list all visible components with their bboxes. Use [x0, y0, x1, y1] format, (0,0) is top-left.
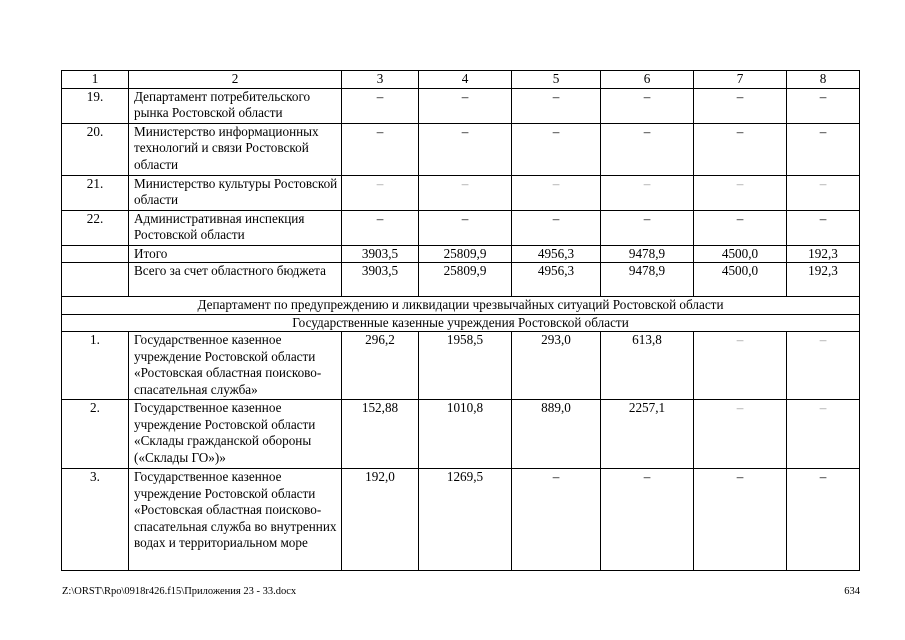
- value-cell: –: [787, 332, 860, 400]
- value-cell: –: [787, 210, 860, 245]
- file-path: Z:\ORST\Rpo\0918r426.f15\Приложения 23 - 33.docx: [62, 586, 297, 597]
- value-cell: –: [601, 123, 694, 175]
- value-cell: 1958,5: [419, 332, 512, 400]
- total-row: [62, 263, 860, 297]
- total-value: 4500,0: [694, 263, 787, 297]
- value-cell: –: [787, 123, 860, 175]
- column-number-row: [62, 71, 860, 89]
- organization-name: Государственное казенное учреждение Ростовской области «Склады гражданской обороны («Склады ГО»)»: [129, 400, 342, 469]
- total-value: 192,3: [787, 245, 860, 263]
- row-number: 21.: [62, 175, 129, 210]
- total-value: 25809,9: [419, 245, 512, 263]
- value-cell: –: [512, 175, 601, 210]
- organization-name: Государственное казенное учреждение Ростовской области «Ростовская областная поисково-спасательная служба»: [129, 332, 342, 400]
- organization-name: Департамент потребительского рынка Ростовской области: [129, 88, 342, 123]
- table-row: [62, 469, 860, 571]
- total-value: 4956,3: [512, 245, 601, 263]
- value-cell: –: [787, 469, 860, 571]
- department-heading-row: [62, 297, 860, 315]
- column-number: 6: [601, 71, 694, 89]
- value-cell: –: [694, 123, 787, 175]
- value-cell: –: [342, 88, 419, 123]
- column-number: 5: [512, 71, 601, 89]
- table-row: [62, 123, 860, 175]
- column-number: 4: [419, 71, 512, 89]
- value-cell: –: [694, 332, 787, 400]
- value-cell: –: [694, 175, 787, 210]
- column-number: 1: [62, 71, 129, 89]
- value-cell: –: [512, 88, 601, 123]
- empty-cell: [62, 263, 129, 297]
- empty-cell: [62, 245, 129, 263]
- value-cell: –: [512, 210, 601, 245]
- total-value: 4956,3: [512, 263, 601, 297]
- value-cell: –: [419, 210, 512, 245]
- page-number: 634: [844, 586, 860, 597]
- row-number: 2.: [62, 400, 129, 469]
- value-cell: 2257,1: [601, 400, 694, 469]
- value-cell: –: [787, 175, 860, 210]
- value-cell: –: [694, 88, 787, 123]
- table-row: [62, 88, 860, 123]
- value-cell: –: [419, 88, 512, 123]
- value-cell: –: [787, 400, 860, 469]
- total-value: 4500,0: [694, 245, 787, 263]
- table-body: [62, 71, 860, 571]
- value-cell: –: [601, 175, 694, 210]
- total-value: 192,3: [787, 263, 860, 297]
- value-cell: –: [694, 469, 787, 571]
- value-cell: –: [601, 88, 694, 123]
- department-heading: Департамент по предупреждению и ликвидации чрезвычайных ситуаций Ростовской области: [62, 297, 860, 315]
- total-row: [62, 245, 860, 263]
- total-value: 3903,5: [342, 245, 419, 263]
- column-number: 2: [129, 71, 342, 89]
- column-number: 8: [787, 71, 860, 89]
- value-cell: 613,8: [601, 332, 694, 400]
- table-row: [62, 400, 860, 469]
- total-label: Итого: [129, 245, 342, 263]
- total-value: 9478,9: [601, 245, 694, 263]
- value-cell: –: [342, 123, 419, 175]
- value-cell: –: [512, 123, 601, 175]
- value-cell: –: [342, 175, 419, 210]
- row-number: 1.: [62, 332, 129, 400]
- total-label: Всего за счет областного бюджета: [129, 263, 342, 297]
- organization-name: Административная инспекция Ростовской области: [129, 210, 342, 245]
- value-cell: 293,0: [512, 332, 601, 400]
- value-cell: –: [512, 469, 601, 571]
- value-cell: –: [787, 88, 860, 123]
- total-value: 9478,9: [601, 263, 694, 297]
- organization-name: Министерство информационных технологий и связи Ростовской области: [129, 123, 342, 175]
- organization-name: Министерство культуры Ростовской области: [129, 175, 342, 210]
- value-cell: –: [419, 175, 512, 210]
- value-cell: –: [694, 210, 787, 245]
- budget-table: [61, 70, 860, 571]
- table-row: [62, 175, 860, 210]
- column-number: 3: [342, 71, 419, 89]
- institutions-heading-row: [62, 314, 860, 332]
- row-number: 22.: [62, 210, 129, 245]
- value-cell: –: [694, 400, 787, 469]
- value-cell: 1269,5: [419, 469, 512, 571]
- column-number: 7: [694, 71, 787, 89]
- table-row: [62, 210, 860, 245]
- row-number: 19.: [62, 88, 129, 123]
- value-cell: –: [601, 210, 694, 245]
- table-row: [62, 332, 860, 400]
- value-cell: 192,0: [342, 469, 419, 571]
- total-value: 3903,5: [342, 263, 419, 297]
- value-cell: 1010,8: [419, 400, 512, 469]
- organization-name: Государственное казенное учреждение Ростовской области «Ростовская областная поисково-спасательная служба во внутренних водах и территориальном море: [129, 469, 342, 571]
- value-cell: 889,0: [512, 400, 601, 469]
- value-cell: –: [601, 469, 694, 571]
- total-value: 25809,9: [419, 263, 512, 297]
- value-cell: –: [419, 123, 512, 175]
- row-number: 3.: [62, 469, 129, 571]
- row-number: 20.: [62, 123, 129, 175]
- institutions-heading: Государственные казенные учреждения Ростовской области: [62, 314, 860, 332]
- value-cell: 296,2: [342, 332, 419, 400]
- value-cell: 152,88: [342, 400, 419, 469]
- value-cell: –: [342, 210, 419, 245]
